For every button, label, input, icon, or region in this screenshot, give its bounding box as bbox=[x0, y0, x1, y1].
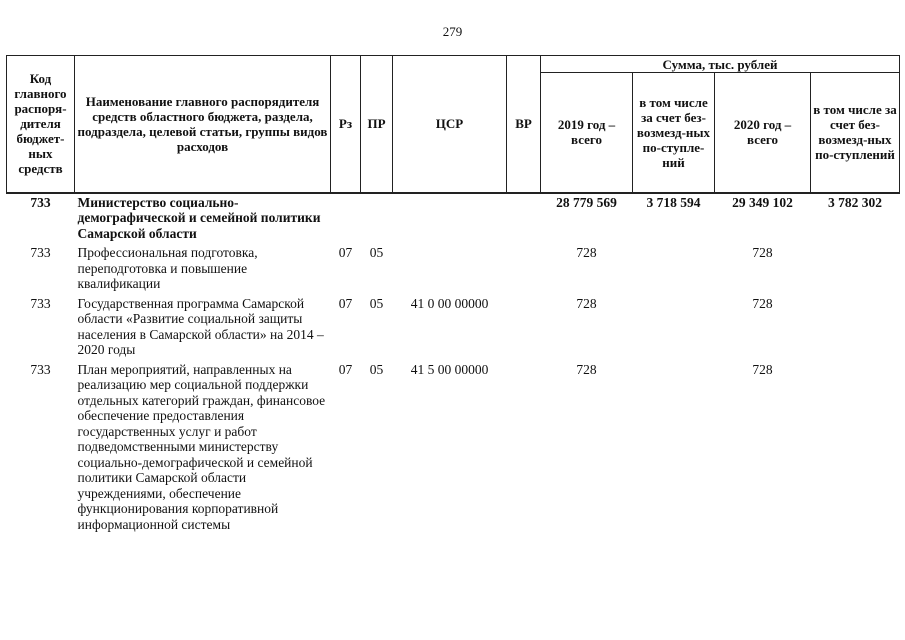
table-row bbox=[7, 361, 900, 536]
cell-pr bbox=[361, 193, 393, 245]
cell-csr bbox=[393, 244, 507, 295]
cell-name: План мероприятий, направленных на реализацию мер социальной поддержки отдельных категорий граждан, финансовое обеспечение предоставления государственных услуг и работ подведомственными министерству социально-демографической и семейной политики Самарской области учреждениями, обеспечение функционирования корпоративной информационной системы bbox=[77, 361, 326, 532]
cell-csr bbox=[393, 193, 507, 245]
cell-2020-grant bbox=[811, 295, 900, 361]
header-2020-grant: в том числе за счет без-возмезд-ных по-ступлений bbox=[811, 73, 900, 193]
cell-pr: 05 bbox=[369, 361, 384, 377]
cell-2019-grant: 3 718 594 bbox=[646, 194, 701, 210]
budget-table bbox=[6, 55, 900, 535]
cell-2020-grant bbox=[811, 244, 900, 295]
cell-code: 733 bbox=[30, 245, 51, 260]
table-row bbox=[7, 193, 900, 245]
header-vr: ВР bbox=[507, 56, 541, 193]
cell-2019-grant bbox=[633, 295, 715, 361]
header-2019-grant: в том числе за счет без-возмезд-ных по-ступле-ний bbox=[633, 73, 715, 193]
cell-2019-total: 28 779 569 bbox=[556, 194, 617, 210]
cell-csr: 41 0 00 00000 bbox=[410, 295, 489, 311]
cell-name: Государственная программа Самарской области «Развитие социальной защиты населения в Самарской области» на 2014 – 2020 годы bbox=[77, 295, 324, 357]
cell-2019-total: 728 bbox=[576, 361, 597, 377]
cell-2019-grant bbox=[633, 244, 715, 295]
cell-vr bbox=[507, 361, 541, 536]
cell-2020-total: 728 bbox=[752, 295, 773, 311]
cell-pr: 05 bbox=[369, 295, 384, 311]
table-row bbox=[7, 244, 900, 295]
header-name: Наименование главного распорядителя средств областного бюджета, раздела, подраздела, целевой статьи, группы видов расходов bbox=[75, 56, 331, 193]
cell-csr: 41 5 00 00000 bbox=[410, 361, 489, 377]
cell-name: Министерство социально-демографической и семейной политики Самарской области bbox=[77, 194, 321, 241]
page-number: 279 bbox=[442, 24, 463, 39]
table-body bbox=[7, 193, 900, 536]
table-row bbox=[7, 295, 900, 361]
cell-pr: 05 bbox=[369, 245, 384, 260]
cell-code: 733 bbox=[30, 295, 51, 311]
cell-rz: 07 bbox=[338, 361, 353, 377]
cell-rz: 07 bbox=[338, 295, 353, 311]
header-rz: Рз bbox=[331, 56, 361, 193]
header-2020-total: 2020 год – всего bbox=[715, 73, 811, 193]
cell-2020-grant bbox=[811, 361, 900, 536]
cell-rz: 07 bbox=[338, 245, 353, 260]
table-header bbox=[7, 56, 900, 193]
cell-code: 733 bbox=[30, 361, 51, 377]
cell-rz bbox=[331, 193, 361, 245]
header-code: Код главного распоря-дителя бюджет-ных средств bbox=[7, 56, 75, 193]
header-pr: ПР bbox=[361, 56, 393, 193]
header-2019-total: 2019 год – всего bbox=[541, 73, 633, 193]
cell-vr bbox=[507, 193, 541, 245]
cell-2020-total: 29 349 102 bbox=[732, 194, 793, 210]
cell-2019-grant bbox=[633, 361, 715, 536]
header-sum: Сумма, тыс. рублей bbox=[541, 56, 900, 73]
cell-vr bbox=[507, 244, 541, 295]
cell-2019-total: 728 bbox=[576, 295, 597, 311]
cell-code: 733 bbox=[30, 194, 51, 210]
cell-2020-grant: 3 782 302 bbox=[828, 194, 882, 210]
cell-vr bbox=[507, 295, 541, 361]
cell-2020-total: 728 bbox=[752, 361, 773, 377]
cell-2019-total: 728 bbox=[576, 245, 597, 260]
cell-2020-total: 728 bbox=[752, 245, 773, 260]
header-csr: ЦСР bbox=[393, 56, 507, 193]
cell-name: Профессиональная подготовка, переподготовка и повышение квалификации bbox=[77, 245, 258, 291]
